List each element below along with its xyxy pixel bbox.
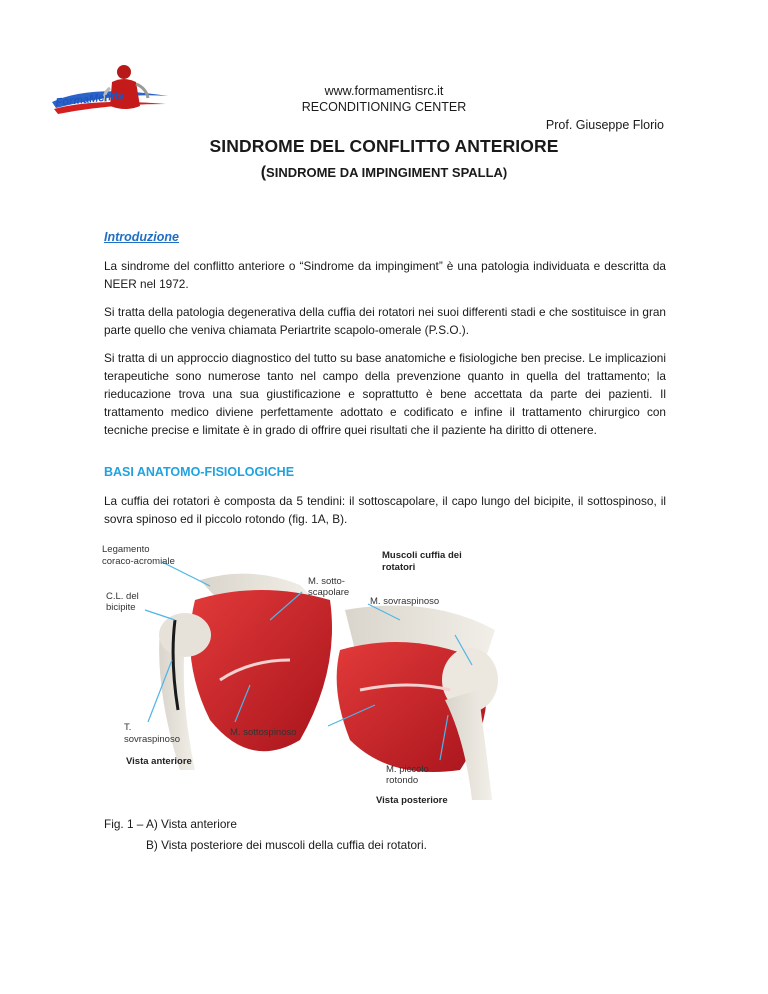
anterior-view-illustration: [159, 574, 332, 770]
figure-caption-2: B) Vista posteriore dei muscoli della cuffia dei rotatori.: [146, 838, 427, 852]
label-cl-2: bicipite: [106, 602, 136, 613]
intro-paragraph-1: La sindrome del conflitto anteriore o “Sindrome da impingiment” è una patologia individuata e descritta da NEER nel 1972.: [104, 259, 666, 291]
label-legamento-2: coraco-acromiale: [102, 556, 175, 567]
document-title: SINDROME DEL CONFLITTO ANTERIORE: [209, 136, 559, 156]
label-sottospinoso: M. sottospinoso: [230, 727, 297, 738]
label-vista-posteriore: Vista posteriore: [376, 795, 448, 806]
heading-basi: BASI ANATOMO-FISIOLOGICHE: [104, 465, 295, 479]
subtitle-paren: (: [260, 164, 267, 181]
label-vista-anteriore: Vista anteriore: [126, 756, 192, 767]
label-sotto-1: M. sotto-: [308, 576, 345, 587]
intro-paragraph-3: Si tratta di un approccio diagnostico del tutto su base anatomiche e fisiologiche ben precise. Le implicazioni terapeutiche sono numerose tanto nel campo della prevenzione quanto in quella del trattamento; la rieducazione trova una sua giustificazione e soprattutto è bene accettata da parte dei pazienti. Il trattamento medico diviene perfettamente adottato e codificato e infine il trattamento chirurgico con tecniche precise e limitate è in grado di offrire quei risultati che il paziente ha diritto di ottenere.: [104, 351, 666, 437]
basi-paragraph: La cuffia dei rotatori è composta da 5 tendini: il sottoscapolare, il capo lungo del bicipite, il sottospinoso, il sovra spinoso ed il piccolo rotondo (fig. 1A, B).: [104, 494, 666, 526]
header-author: Prof. Giuseppe Florio: [545, 118, 664, 132]
intro-paragraph-2: Si tratta della patologia degenerativa della cuffia dei rotatori nei suoi differenti stadi e che sostituisce in gran parte quello che veniva chiamata Periartrite scapolo-omerale (P.S.O.).: [104, 305, 666, 337]
header-url: www.formamentisrc.it: [324, 84, 444, 98]
header-center: RECONDITIONING CENTER: [301, 100, 467, 114]
label-t-2: sovraspinoso: [124, 734, 180, 745]
label-piccolo-1: M. piccolo: [386, 764, 429, 775]
logo-text: FormaMentis: [55, 89, 125, 109]
rotator-cuff-figure: [100, 540, 520, 810]
figure-caption-1: Fig. 1 – A) Vista anteriore: [104, 817, 237, 831]
label-t-1: T.: [124, 722, 132, 733]
label-muscoli-1: Muscoli cuffia dei: [382, 550, 462, 561]
heading-introduzione: Introduzione: [104, 230, 179, 244]
document-subtitle: [0, 164, 768, 182]
label-piccolo-2: rotondo: [386, 775, 419, 786]
label-sotto-2: scapolare: [308, 587, 350, 598]
label-muscoli-2: rotatori: [382, 562, 416, 573]
subtitle-text: SINDROME DA IMPINGIMENT SPALLA): [266, 165, 508, 180]
label-legamento-1: Legamento: [102, 544, 150, 555]
label-cl-1: C.L. del: [106, 591, 139, 602]
label-sovra: M. sovraspinoso: [370, 596, 440, 607]
